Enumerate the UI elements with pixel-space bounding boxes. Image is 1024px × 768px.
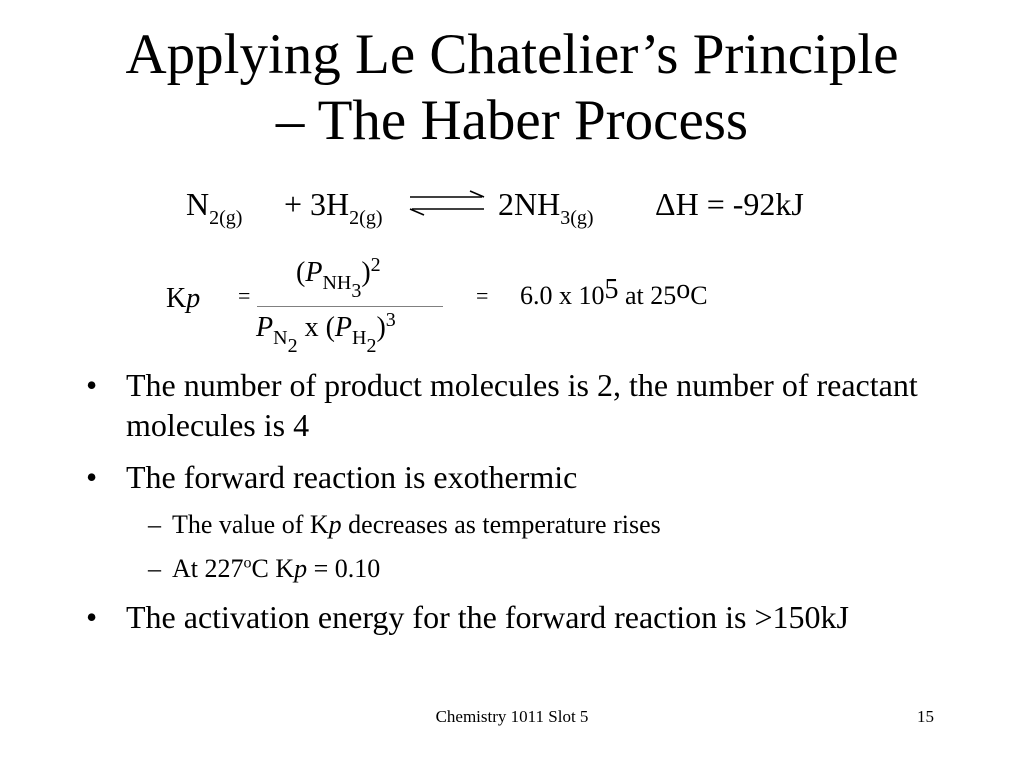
haber-equation [0,186,1024,236]
kp-denominator: $P_{N_2}$ x $(P_{H_2})^3$ [256,309,396,357]
kp-expression [0,255,1024,365]
bullet-text: The forward reaction is exothermic [126,459,578,495]
equilibrium-arrow-icon [408,190,486,216]
bullet-item-molecules [80,365,960,445]
footer-course: Chemistry 1011 Slot 5 [435,707,589,726]
bullet-text: The number of product molecules is 2, the number of reactant molecules is 4 [126,367,918,443]
sub-bullet-kp-227 [148,553,960,585]
slide-title [40,22,984,154]
equation-delta-h: ΔH = -92kJ [655,186,804,222]
kp-label: Kp [166,283,201,314]
bullet-item-exothermic [80,457,960,497]
equation-h2: + $3H_{2(g)}$ [284,186,383,229]
bullet-dot-icon: • [86,459,98,495]
sub-bullet-dash-icon: – [148,510,161,539]
sub-bullet-text: At 227$^o$C Kp = 0.10 [172,554,381,583]
bullet-dot-icon: • [86,367,98,403]
page-number: 15 [917,707,934,726]
sub-bullet-text: The value of Kp decreases as temperature rises [172,510,661,539]
bullet-text: The activation energy for the forward reaction is >150kJ [126,599,849,635]
kp-equals-2: = [476,283,489,308]
bullet-dot-icon: • [86,599,98,635]
bullet-list [80,365,960,649]
equation-nh3: $2NH_{3(g)}$ [498,186,594,229]
sub-bullet-kp-decreases [148,509,960,541]
kp-equals-1: = [238,283,251,308]
title-line-2: – The Haber Process [275,89,749,152]
kp-numerator: $(P_{NH_3})^2$ [296,254,381,302]
title-line-1: Applying Le Chatelier’s Principle [125,23,899,86]
equation-n2: $N_{2(g)}$ [186,186,243,229]
kp-value: 6.0 x $10^5$ at 25$^o$C [520,274,708,310]
bullet-item-activation-energy [80,597,960,637]
fraction-bar [257,306,443,307]
sub-bullet-dash-icon: – [148,554,161,583]
